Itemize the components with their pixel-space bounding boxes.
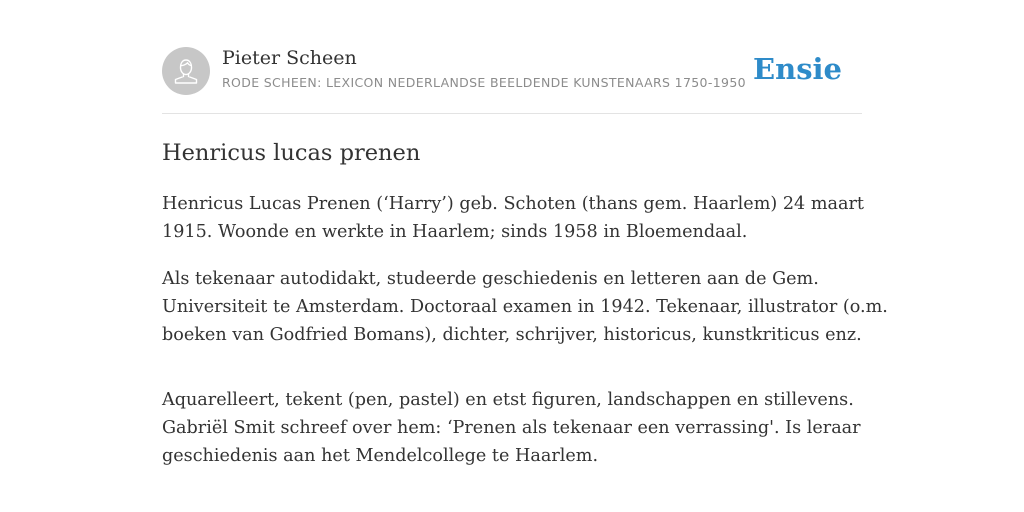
text-line: Gabriël Smit schreef over hem: ‘Prenen als tekenaar een verrassing'. Is leraar	[162, 418, 861, 438]
paragraph-work	[162, 386, 862, 470]
article-title: Henricus lucas prenen	[162, 140, 421, 166]
paragraph-education	[162, 265, 888, 349]
text-line: Als tekenaar autodidakt, studeerde geschiedenis en letteren aan de Gem.	[162, 269, 819, 289]
header-divider	[162, 113, 862, 114]
text-line: boeken van Godfried Bomans), dichter, schrijver, historicus, kunstkriticus enz.	[162, 325, 862, 345]
text-line: Henricus Lucas Prenen (‘Harry’) geb. Schoten (thans gem. Haarlem) 24 maart	[162, 194, 864, 214]
text-line: geschiedenis aan het Mendelcollege te Haarlem.	[162, 446, 599, 466]
author-name[interactable]: Pieter Scheen	[222, 47, 357, 69]
paragraph-birth	[162, 190, 862, 246]
source-title[interactable]: RODE SCHEEN: LEXICON NEDERLANDSE BEELDENDE KUNSTENAARS 1750-1950	[222, 75, 746, 90]
text-line: Aquarelleert, tekent (pen, pastel) en etst figuren, landschappen en stillevens.	[162, 390, 854, 410]
article-body	[162, 190, 888, 489]
author-header	[162, 46, 862, 96]
text-line: 1915. Woonde en werkte in Haarlem; sinds 1958 in Bloemendaal.	[162, 222, 748, 242]
text-line: Universiteit te Amsterdam. Doctoraal examen in 1942. Tekenaar, illustrator (o.m.	[162, 297, 888, 317]
user-outline-icon	[162, 47, 210, 95]
ensie-logo-link[interactable]: Ensie	[753, 52, 842, 86]
author-avatar[interactable]	[162, 47, 210, 95]
